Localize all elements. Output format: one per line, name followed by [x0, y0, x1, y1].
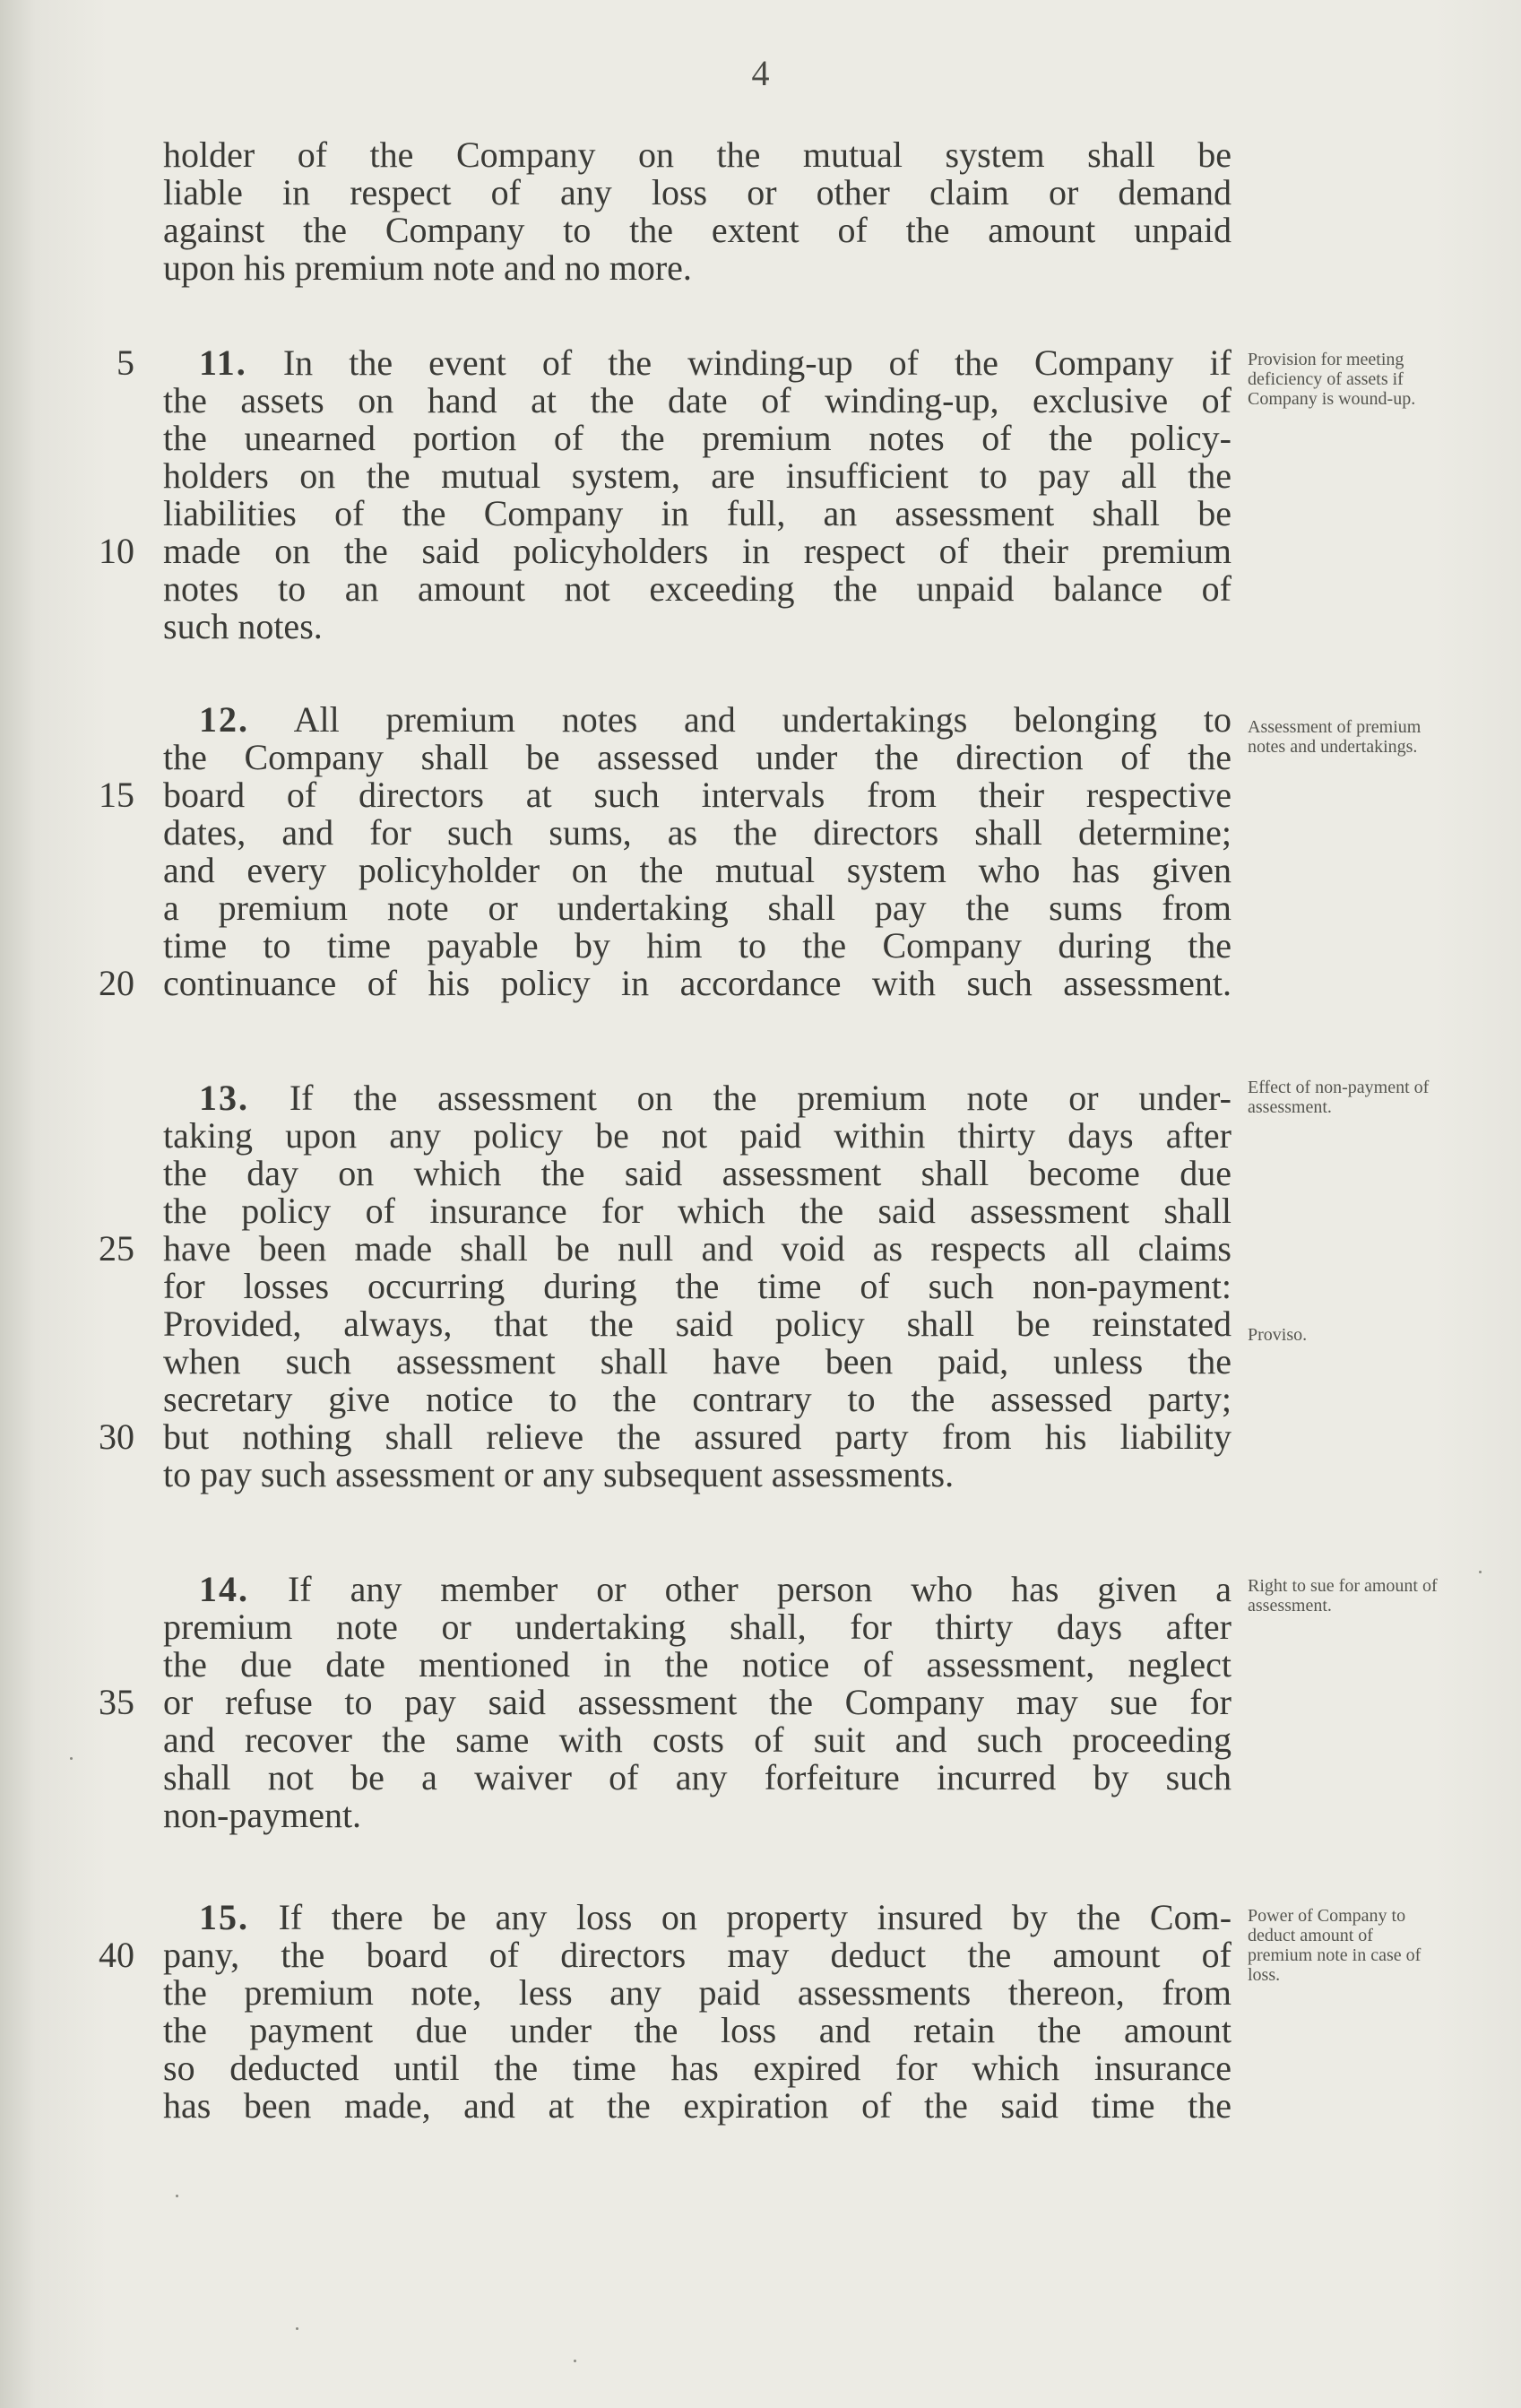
- line-number: 20: [99, 963, 134, 1003]
- body-line: when such assessment shall have been paid, unless the: [163, 1341, 1231, 1382]
- margin-note: Power of Company to deduct amount of premium note in case of loss.: [1248, 1906, 1422, 1985]
- body-line: the unearned portion of the premium notes of the policy-: [163, 418, 1231, 458]
- body-line: made on the said policyholders in respect of their premium: [163, 531, 1231, 571]
- body-line: the assets on hand at the date of winding-up, exclusive of: [163, 380, 1231, 420]
- body-line: so deducted until the time has expired for which insurance: [163, 2048, 1231, 2088]
- body-line: upon his premium note and no more.: [163, 247, 692, 288]
- body-line: the day on which the said assessment shall become due: [163, 1153, 1231, 1193]
- body-line: notes to an amount not exceeding the unpaid balance of: [163, 568, 1231, 609]
- body-line: the due date mentioned in the notice of assessment, neglect: [163, 1644, 1231, 1685]
- body-line: for losses occurring during the time of such non-payment:: [163, 1266, 1231, 1306]
- body-line: holders on the mutual system, are insufficient to pay all the: [163, 455, 1231, 496]
- body-line: 11. In the event of the winding-up of the Company if: [199, 342, 1231, 383]
- margin-note: Provision for meeting deficiency of assets if Company is wound-up.: [1248, 350, 1416, 409]
- section-number: 13.: [199, 1078, 249, 1118]
- dust-speck: [176, 2195, 178, 2197]
- body-line: secretary give notice to the contrary to the assessed party;: [163, 1379, 1231, 1419]
- line-number: 40: [99, 1935, 134, 1975]
- margin-note: Right to sue for amount of assessment.: [1248, 1576, 1438, 1615]
- body-line: the policy of insurance for which the said assessment shall: [163, 1191, 1231, 1231]
- section-number: 11.: [199, 342, 247, 383]
- dust-speck: [296, 2327, 298, 2330]
- body-line: the Company shall be assessed under the direction of the: [163, 737, 1231, 777]
- body-line: shall not be a waiver of any forfeiture incurred by such: [163, 1757, 1231, 1797]
- body-line: the premium note, less any paid assessments thereon, from: [163, 1972, 1231, 2013]
- line-number: 30: [99, 1416, 134, 1457]
- body-line: liabilities of the Company in full, an assessment shall be: [163, 493, 1231, 533]
- body-line: and every policyholder on the mutual system who has given: [163, 850, 1231, 890]
- body-line: taking upon any policy be not paid within thirty days after: [163, 1115, 1231, 1156]
- body-line: 15. If there be any loss on property insured by the Com-: [199, 1897, 1232, 1937]
- body-line: time to time payable by him to the Company during the: [163, 925, 1231, 966]
- body-line: have been made shall be null and void as respects all claims: [163, 1228, 1231, 1269]
- body-line: continuance of his policy in accordance with such assessment.: [163, 963, 1231, 1003]
- line-number: 5: [117, 342, 134, 383]
- body-line: premium note or undertaking shall, for thirty days after: [163, 1607, 1231, 1647]
- body-line: or refuse to pay said assessment the Company may sue for: [163, 1682, 1231, 1722]
- body-line: Provided, always, that the said policy shall be reinstated: [163, 1304, 1231, 1344]
- body-line: holder of the Company on the mutual system shall be: [163, 134, 1231, 175]
- body-line: 12. All premium notes and undertakings belonging to: [199, 699, 1231, 740]
- body-line: dates, and for such sums, as the directors shall determine;: [163, 812, 1231, 853]
- body-line: against the Company to the extent of the amount unpaid: [163, 210, 1231, 250]
- body-line: the payment due under the loss and retain the amount: [163, 2010, 1231, 2050]
- body-line: 13. If the assessment on the premium note or under-: [199, 1078, 1232, 1118]
- section-number: 12.: [199, 699, 249, 740]
- body-line: board of directors at such intervals from their respective: [163, 775, 1231, 815]
- dust-speck: [70, 1757, 73, 1760]
- body-line: such notes.: [163, 606, 323, 646]
- body-line: to pay such assessment or any subsequent assessments.: [163, 1454, 955, 1494]
- dust-speck: [574, 2360, 576, 2362]
- dust-speck: [1479, 1571, 1482, 1573]
- body-line: a premium note or undertaking shall pay the sums from: [163, 888, 1231, 928]
- body-line: 14. If any member or other person who has given a: [199, 1569, 1232, 1609]
- body-line: non-payment.: [163, 1795, 362, 1835]
- body-line: pany, the board of directors may deduct the amount of: [163, 1935, 1231, 1975]
- body-line: but nothing shall relieve the assured party from his liability: [163, 1416, 1231, 1457]
- section-number: 14.: [199, 1569, 249, 1609]
- body-line: has been made, and at the expiration of the said time the: [163, 2085, 1231, 2126]
- line-number: 10: [99, 531, 134, 571]
- margin-note: Assessment of premium notes and undertakings.: [1248, 717, 1422, 757]
- body-line: liable in respect of any loss or other claim or demand: [163, 172, 1231, 212]
- line-number: 15: [99, 775, 134, 815]
- body-line: and recover the same with costs of suit and such proceeding: [163, 1719, 1231, 1760]
- line-number: 35: [99, 1682, 134, 1722]
- margin-note: Effect of non-payment of assessment.: [1248, 1078, 1430, 1117]
- proviso-note: Proviso.: [1248, 1325, 1308, 1345]
- page-number: 4: [751, 53, 770, 93]
- section-number: 15.: [199, 1897, 249, 1937]
- line-number: 25: [99, 1228, 134, 1269]
